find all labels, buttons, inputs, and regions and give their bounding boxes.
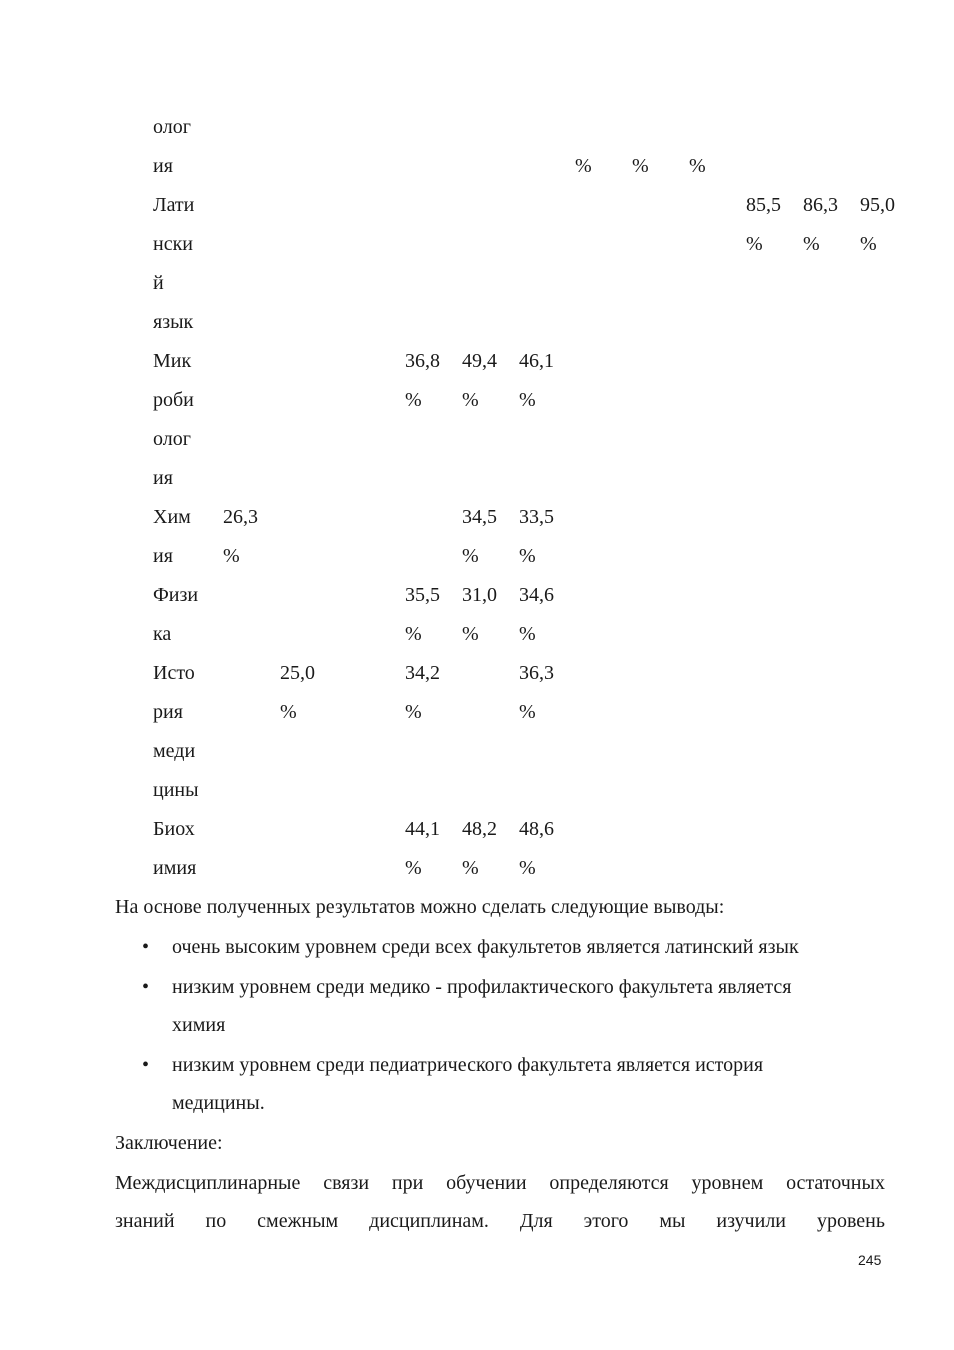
page-number: 245 [858, 1252, 882, 1268]
label-line: олог [153, 428, 191, 450]
cell-line: 49,4 [462, 350, 497, 372]
cell-line: % [462, 545, 479, 567]
cell-line: 85,5 [746, 194, 781, 216]
table-cell [860, 186, 895, 264]
label-line: Хим [153, 506, 191, 528]
table-cell [462, 498, 497, 576]
label-line: ка [153, 623, 172, 645]
label-line: рия [153, 701, 183, 723]
table-cell [462, 576, 497, 654]
label-line: роби [153, 389, 194, 411]
cell-line: 26,3 [223, 506, 258, 528]
table-row-label [153, 810, 196, 888]
summary-word: при [391, 1172, 424, 1194]
cell-line: 46,1 [519, 350, 554, 372]
cell-line: % [462, 389, 479, 411]
label-line: меди [153, 740, 196, 762]
label-line: Биох [153, 818, 195, 840]
cell-line: 25,0 [280, 662, 315, 684]
summary-word: обучении [446, 1172, 527, 1194]
cell-line: 86,3 [803, 194, 838, 216]
bullet-text: низким уровнем среди медико - профилактического факультета является [172, 976, 792, 998]
table-cell [405, 576, 440, 654]
cell-line: % [405, 701, 422, 723]
cell-line: 48,2 [462, 818, 497, 840]
cell-line: % [462, 857, 479, 879]
table-cell [519, 810, 554, 888]
table-cell [519, 498, 554, 576]
summary-line [115, 1210, 885, 1233]
label-line: олог [153, 116, 191, 138]
table-cell [689, 108, 706, 186]
table-cell [280, 654, 315, 732]
label-line: Лати [153, 194, 195, 216]
table-cell [462, 342, 497, 420]
cell-line: % [280, 701, 297, 723]
label-line: ия [153, 545, 173, 567]
cell-line: % [632, 155, 649, 177]
summary-word: этого [583, 1210, 629, 1232]
table-cell [746, 186, 781, 264]
cell-line: 36,8 [405, 350, 440, 372]
label-line: ия [153, 155, 173, 177]
cell-line: % [519, 545, 536, 567]
cell-line: % [803, 233, 820, 255]
label-line: язык [153, 311, 194, 333]
table-cell [632, 108, 649, 186]
summary-word: по [205, 1210, 227, 1232]
bullet-text: медицины. [172, 1092, 265, 1114]
bullet-dot: • [142, 1054, 150, 1076]
label-line: Мик [153, 350, 192, 372]
bullet-text: низким уровнем среди педиатрического факультета является история [172, 1054, 764, 1076]
cell-line: 33,5 [519, 506, 554, 528]
cell-line: % [519, 857, 536, 879]
summary-line [115, 1172, 885, 1195]
summary-word: Для [519, 1210, 553, 1232]
conclusions-intro: На основе полученных результатов можно сделать следующие выводы: [115, 896, 725, 918]
label-line: ия [153, 467, 173, 489]
cell-line: % [223, 545, 240, 567]
summary-word: определяются [549, 1172, 669, 1194]
bullet-text: очень высоким уровнем среди всех факультетов является латинский язык [172, 936, 799, 958]
cell-line: % [405, 389, 422, 411]
table-row-label [153, 576, 198, 654]
table-cell [405, 654, 440, 732]
bullet-dot: • [142, 936, 150, 958]
table-row-label [153, 186, 194, 342]
cell-line: 31,0 [462, 584, 497, 606]
cell-line: % [462, 623, 479, 645]
cell-line: 48,6 [519, 818, 554, 840]
summary-word: остаточных [786, 1172, 885, 1194]
cell-line [575, 108, 592, 147]
label-line: нски [153, 233, 193, 255]
label-line: й [153, 272, 164, 294]
cell-line: 35,5 [405, 584, 440, 606]
cell-line: % [746, 233, 763, 255]
cell-line: 44,1 [405, 818, 440, 840]
label-line: Исто [153, 662, 195, 684]
cell-line: % [689, 155, 706, 177]
cell-line: 34,2 [405, 662, 440, 684]
table-cell [519, 576, 554, 654]
cell-line: % [519, 389, 536, 411]
cell-line [689, 108, 706, 147]
table-row-label [153, 342, 194, 498]
bullet-text: химия [172, 1014, 226, 1036]
table-cell [519, 342, 554, 420]
label-line: цины [153, 779, 199, 801]
cell-line: % [405, 857, 422, 879]
cell-line: % [519, 623, 536, 645]
table-cell [575, 108, 592, 186]
summary-word: смежным [257, 1210, 339, 1232]
table-row-label [153, 654, 199, 810]
table-cell [223, 498, 258, 576]
cell-line: 34,6 [519, 584, 554, 606]
summary-word: уровнем [691, 1172, 764, 1194]
cell-line: 34,5 [462, 506, 497, 528]
table-row-label [153, 498, 191, 576]
summary-word: связи [323, 1172, 370, 1194]
cell-line [632, 108, 649, 147]
bullet-dot: • [142, 976, 150, 998]
table-row-label [153, 108, 191, 186]
table-cell [405, 810, 440, 888]
cell-line: % [519, 701, 536, 723]
summary-word: Междисциплинарные [115, 1172, 301, 1194]
summary-word: дисциплинам. [369, 1210, 489, 1232]
label-line: имия [153, 857, 197, 879]
table-cell [405, 342, 440, 420]
summary-word: уровень [816, 1210, 885, 1232]
table-cell [462, 810, 497, 888]
cell-line: 36,3 [519, 662, 554, 684]
summary-word: мы [659, 1210, 686, 1232]
table-cell [519, 654, 554, 732]
cell-line: % [860, 233, 877, 255]
summary-heading: Заключение: [115, 1132, 223, 1154]
cell-line: 95,0 [860, 194, 895, 216]
label-line: Физи [153, 584, 199, 606]
summary-word: изучили [716, 1210, 787, 1232]
cell-line: % [575, 155, 592, 177]
table-cell [803, 186, 838, 264]
summary-word: знаний [115, 1210, 175, 1232]
cell-line: % [405, 623, 422, 645]
